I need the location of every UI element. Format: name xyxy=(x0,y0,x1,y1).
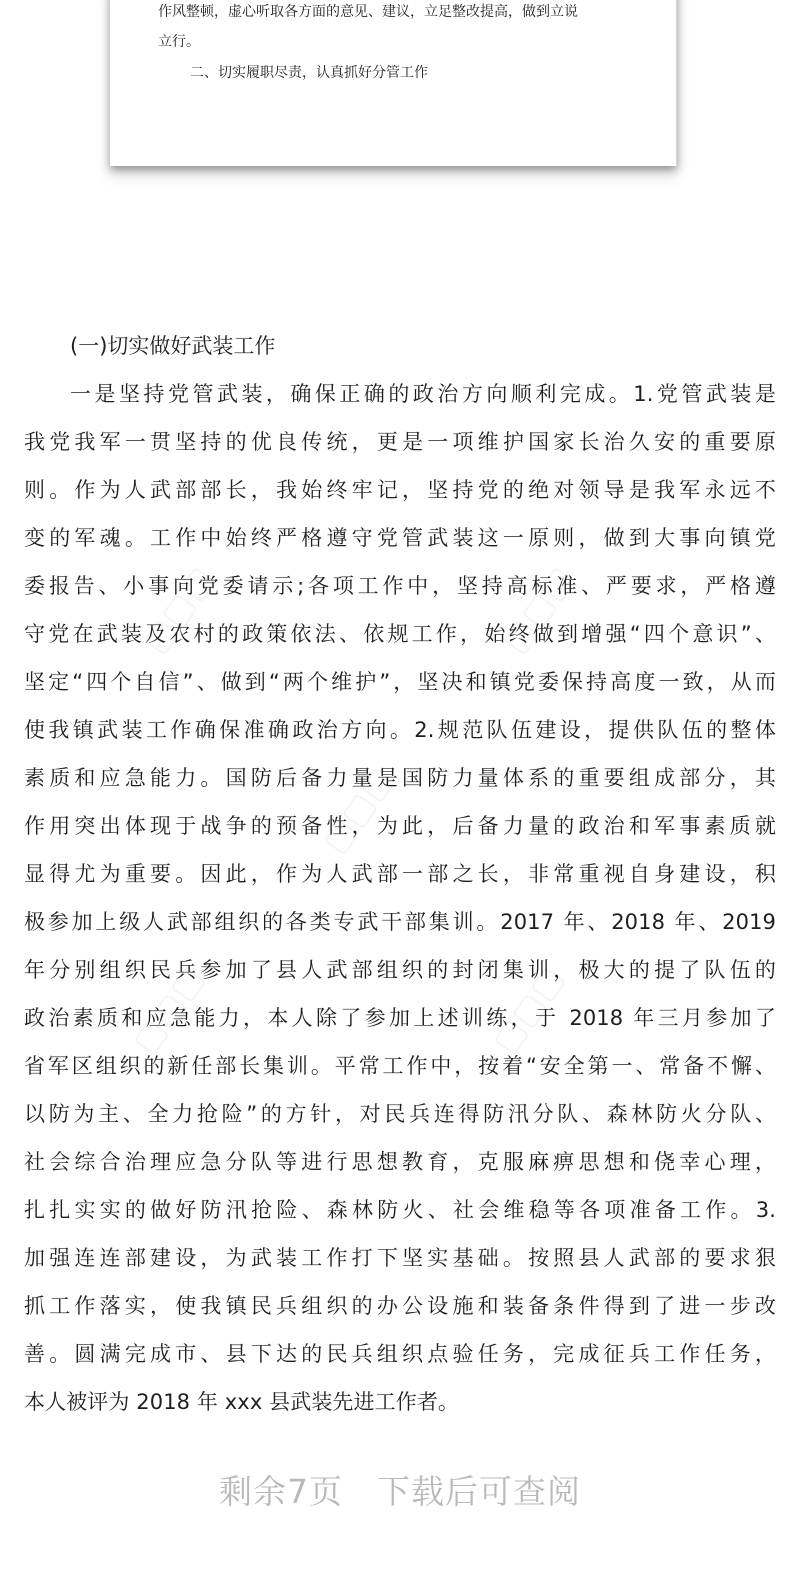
paragraph-line: 本人被评为 2018 年 xxx 县武装先进工作者。 xyxy=(24,1390,460,1414)
preview-section-heading: 二、切实履职尽责，认真抓好分管工作 xyxy=(190,65,428,81)
paragraph-line: 使我镇武装工作确保准确政治方向。2.规范队伍建设，提供队伍的整体 xyxy=(24,718,776,742)
paragraph-line: 政治素质和应急能力，本人除了参加上述训练，于 2018 年三月参加了 xyxy=(24,1006,776,1030)
paragraph-line: 极参加上级人武部组织的各类专武干部集训。2017 年、2018 年、2019 xyxy=(24,910,776,934)
paragraph-line: 一是坚持党管武装，确保正确的政治方向顺利完成。1.党管武装是 xyxy=(70,382,776,406)
paragraph-line: 加强连连部建设，为武装工作打下坚实基础。按照县人武部的要求狠 xyxy=(24,1246,776,1270)
paragraph-line: 则。作为人武部部长，我始终牢记，坚持党的绝对领导是我军永远不 xyxy=(24,478,776,502)
paragraph-line: 守党在武装及农村的政策依法、依规工作，始终做到增强“四个意识”、 xyxy=(24,622,776,646)
download-prompt[interactable] xyxy=(0,1466,800,1513)
paragraph-line: 年分别组织民兵参加了县人武部组织的封闭集训，极大的提了队伍的 xyxy=(24,958,776,982)
download-to-view-link[interactable]: 下载后可查阅 xyxy=(377,1472,581,1511)
paragraph-line: 素质和应急能力。国防后备力量是国防力量体系的重要组成部分，其 xyxy=(24,766,776,790)
paragraph-line: 扎扎实实的做好防汛抢险、森林防火、社会维稳等各项准备工作。3. xyxy=(24,1198,776,1222)
paragraph-line: 社会综合治理应急分队等进行思想教育，克服麻痹思想和侥幸心理， xyxy=(24,1150,776,1174)
paragraph-line: 坚定“四个自信”、做到“两个维护”，坚决和镇党委保持高度一致，从而 xyxy=(24,670,776,694)
paragraph-line: 显得尤为重要。因此，作为人武部一部之长，非常重视自身建设，积 xyxy=(24,862,776,886)
preview-line-2: 立行。 xyxy=(158,34,200,50)
preview-line-1: 作风整顿，虚心听取各方面的意见、建议，立足整改提高，做到立说 xyxy=(158,4,578,20)
paragraph-line: 变的军魂。工作中始终严格遵守党管武装这一原则，做到大事向镇党 xyxy=(24,526,776,550)
page-preview-card xyxy=(110,0,677,166)
document-body xyxy=(24,322,776,1426)
paragraph-line: 委报告、小事向党委请示;各项工作中，坚持高标准、严要求，严格遵 xyxy=(24,574,776,598)
paragraph-line: 省军区组织的新任部长集训。平常工作中，按着“安全第一、常备不懈、 xyxy=(24,1054,776,1078)
paragraph-line: 抓工作落实，使我镇民兵组织的办公设施和装备条件得到了进一步改 xyxy=(24,1294,776,1318)
paragraph-line: 作用突出体现于战争的预备性，为此，后备力量的政治和军事素质就 xyxy=(24,814,776,838)
paragraph-line: 以防为主、全力抢险”的方针，对民兵连得防汛分队、森林防火分队、 xyxy=(24,1102,776,1126)
remaining-pages-text[interactable]: 剩余7页 xyxy=(219,1472,343,1511)
paragraph-line: 我党我军一贯坚持的优良传统，更是一项维护国家长治久安的重要原 xyxy=(24,430,776,454)
section-heading: (一)切实做好武装工作 xyxy=(70,334,276,358)
paragraph-line: 善。圆满完成市、县下达的民兵组织点验任务，完成征兵工作任务， xyxy=(24,1342,776,1366)
